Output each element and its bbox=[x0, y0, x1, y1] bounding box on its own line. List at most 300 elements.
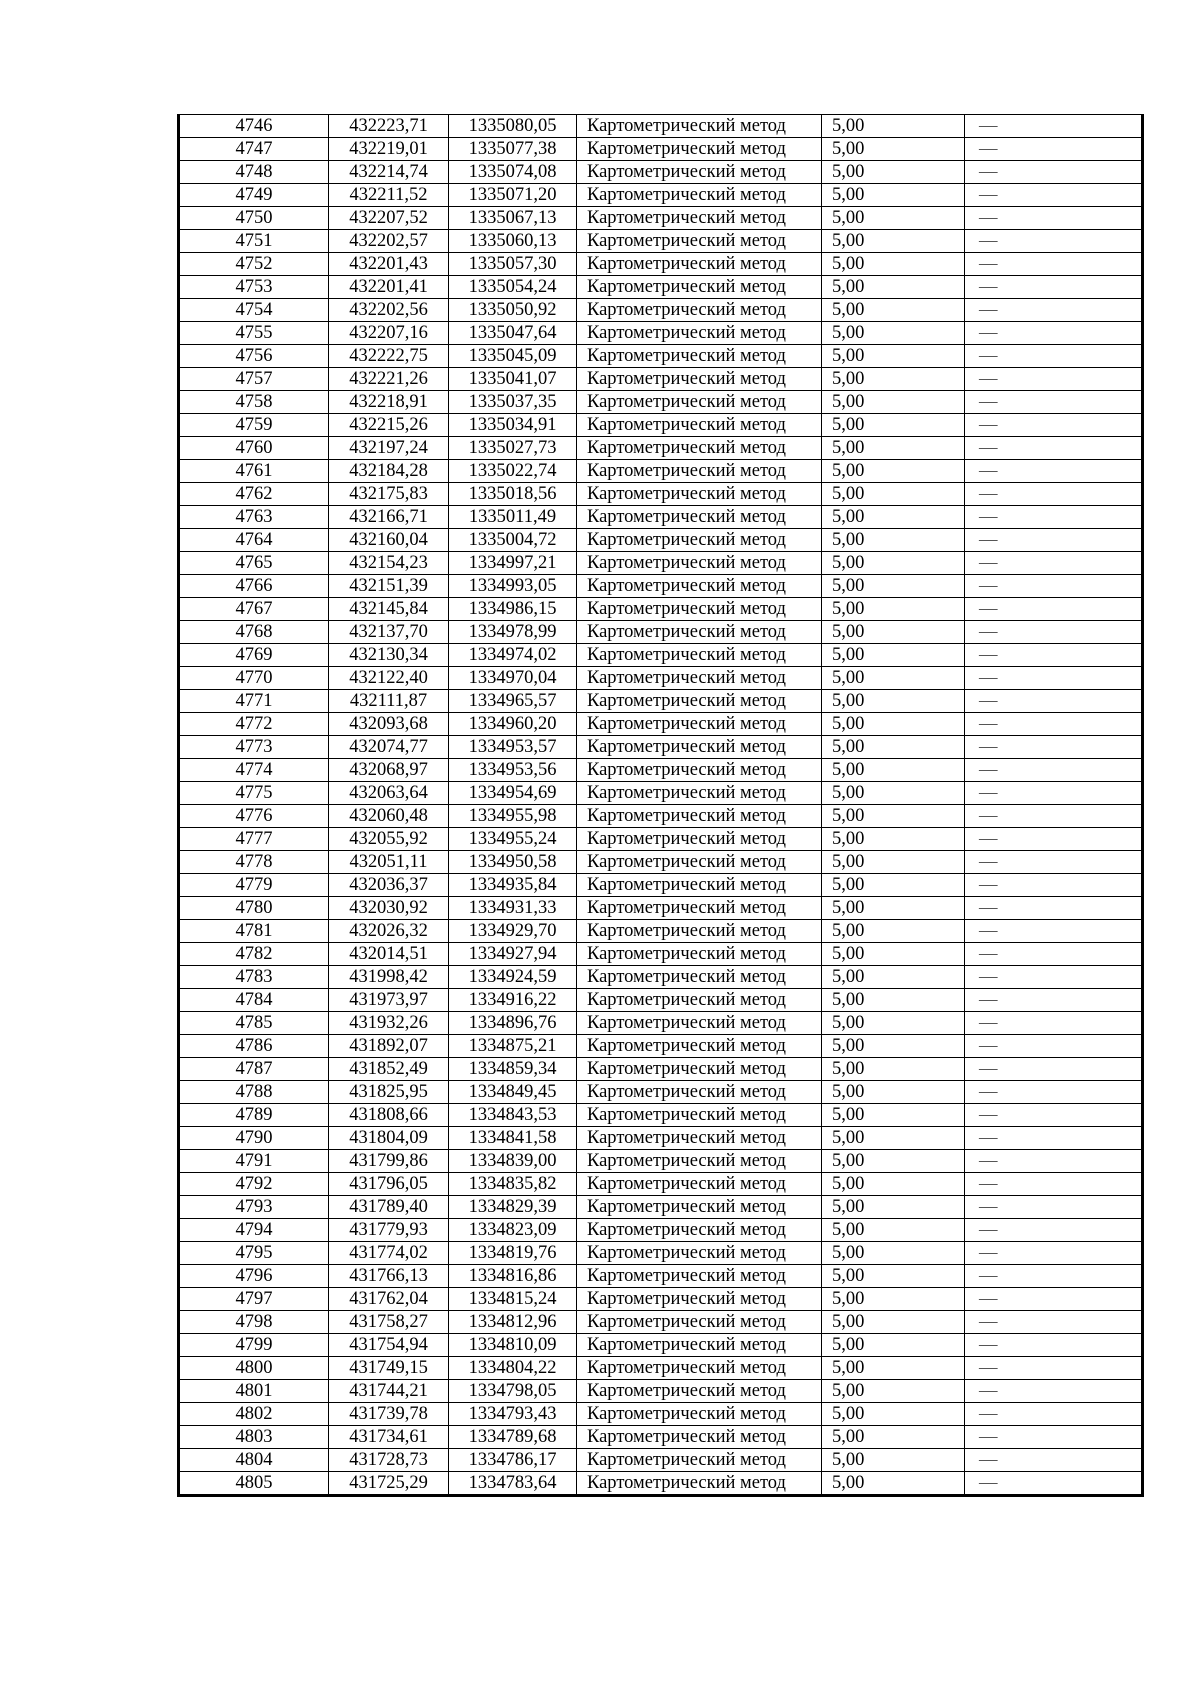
point-number-cell: 4790 bbox=[179, 1127, 329, 1150]
y-coordinate-cell: 1334829,39 bbox=[449, 1196, 577, 1219]
x-coordinate-cell: 432026,32 bbox=[329, 920, 449, 943]
description-cell: — bbox=[965, 1334, 1143, 1357]
point-number-cell: 4800 bbox=[179, 1357, 329, 1380]
point-number-cell: 4802 bbox=[179, 1403, 329, 1426]
y-coordinate-cell: 1334935,84 bbox=[449, 874, 577, 897]
y-coordinate-cell: 1335057,30 bbox=[449, 253, 577, 276]
y-coordinate-cell: 1334931,33 bbox=[449, 897, 577, 920]
y-coordinate-cell: 1334924,59 bbox=[449, 966, 577, 989]
error-cell: 5,00 bbox=[822, 897, 965, 920]
table-row bbox=[179, 1150, 1143, 1173]
error-cell: 5,00 bbox=[822, 667, 965, 690]
x-coordinate-cell: 432060,48 bbox=[329, 805, 449, 828]
error-cell: 5,00 bbox=[822, 690, 965, 713]
x-coordinate-cell: 431749,15 bbox=[329, 1357, 449, 1380]
y-coordinate-cell: 1334896,76 bbox=[449, 1012, 577, 1035]
method-cell: Картометрический метод bbox=[577, 322, 822, 345]
table-row bbox=[179, 1012, 1143, 1035]
error-cell: 5,00 bbox=[822, 276, 965, 299]
description-cell: — bbox=[965, 1104, 1143, 1127]
point-number-cell: 4761 bbox=[179, 460, 329, 483]
description-cell: — bbox=[965, 713, 1143, 736]
x-coordinate-cell: 432137,70 bbox=[329, 621, 449, 644]
description-cell: — bbox=[965, 506, 1143, 529]
table-row bbox=[179, 736, 1143, 759]
error-cell: 5,00 bbox=[822, 506, 965, 529]
point-number-cell: 4768 bbox=[179, 621, 329, 644]
y-coordinate-cell: 1335018,56 bbox=[449, 483, 577, 506]
y-coordinate-cell: 1334954,69 bbox=[449, 782, 577, 805]
x-coordinate-cell: 432130,34 bbox=[329, 644, 449, 667]
table-row bbox=[179, 1426, 1143, 1449]
method-cell: Картометрический метод bbox=[577, 713, 822, 736]
table-row bbox=[179, 207, 1143, 230]
table-row bbox=[179, 1104, 1143, 1127]
method-cell: Картометрический метод bbox=[577, 1127, 822, 1150]
table-row bbox=[179, 598, 1143, 621]
table-row bbox=[179, 1219, 1143, 1242]
point-number-cell: 4762 bbox=[179, 483, 329, 506]
description-cell: — bbox=[965, 184, 1143, 207]
method-cell: Картометрический метод bbox=[577, 1449, 822, 1472]
x-coordinate-cell: 432166,71 bbox=[329, 506, 449, 529]
method-cell: Картометрический метод bbox=[577, 828, 822, 851]
error-cell: 5,00 bbox=[822, 322, 965, 345]
method-cell: Картометрический метод bbox=[577, 759, 822, 782]
x-coordinate-cell: 432207,16 bbox=[329, 322, 449, 345]
method-cell: Картометрический метод bbox=[577, 138, 822, 161]
description-cell: — bbox=[965, 1403, 1143, 1426]
x-coordinate-cell: 431825,95 bbox=[329, 1081, 449, 1104]
point-number-cell: 4788 bbox=[179, 1081, 329, 1104]
point-number-cell: 4764 bbox=[179, 529, 329, 552]
method-cell: Картометрический метод bbox=[577, 299, 822, 322]
table-row bbox=[179, 874, 1143, 897]
description-cell: — bbox=[965, 1173, 1143, 1196]
error-cell: 5,00 bbox=[822, 1334, 965, 1357]
method-cell: Картометрический метод bbox=[577, 184, 822, 207]
method-cell: Картометрический метод bbox=[577, 552, 822, 575]
x-coordinate-cell: 432074,77 bbox=[329, 736, 449, 759]
x-coordinate-cell: 431799,86 bbox=[329, 1150, 449, 1173]
error-cell: 5,00 bbox=[822, 115, 965, 138]
x-coordinate-cell: 431998,42 bbox=[329, 966, 449, 989]
y-coordinate-cell: 1334816,86 bbox=[449, 1265, 577, 1288]
error-cell: 5,00 bbox=[822, 1357, 965, 1380]
description-cell: — bbox=[965, 483, 1143, 506]
point-number-cell: 4781 bbox=[179, 920, 329, 943]
x-coordinate-cell: 431796,05 bbox=[329, 1173, 449, 1196]
y-coordinate-cell: 1334839,00 bbox=[449, 1150, 577, 1173]
description-cell: — bbox=[965, 1196, 1143, 1219]
x-coordinate-cell: 432222,75 bbox=[329, 345, 449, 368]
y-coordinate-cell: 1335027,73 bbox=[449, 437, 577, 460]
description-cell: — bbox=[965, 874, 1143, 897]
error-cell: 5,00 bbox=[822, 1426, 965, 1449]
x-coordinate-cell: 432063,64 bbox=[329, 782, 449, 805]
point-number-cell: 4749 bbox=[179, 184, 329, 207]
error-cell: 5,00 bbox=[822, 1127, 965, 1150]
table-row bbox=[179, 897, 1143, 920]
error-cell: 5,00 bbox=[822, 1242, 965, 1265]
method-cell: Картометрический метод bbox=[577, 1035, 822, 1058]
y-coordinate-cell: 1334953,57 bbox=[449, 736, 577, 759]
method-cell: Картометрический метод bbox=[577, 1173, 822, 1196]
description-cell: — bbox=[965, 138, 1143, 161]
point-number-cell: 4751 bbox=[179, 230, 329, 253]
description-cell: — bbox=[965, 1127, 1143, 1150]
table-row bbox=[179, 920, 1143, 943]
x-coordinate-cell: 431728,73 bbox=[329, 1449, 449, 1472]
table-row bbox=[179, 1265, 1143, 1288]
table-row bbox=[179, 552, 1143, 575]
description-cell: — bbox=[965, 1081, 1143, 1104]
method-cell: Картометрический метод bbox=[577, 943, 822, 966]
y-coordinate-cell: 1335071,20 bbox=[449, 184, 577, 207]
y-coordinate-cell: 1335060,13 bbox=[449, 230, 577, 253]
error-cell: 5,00 bbox=[822, 1449, 965, 1472]
error-cell: 5,00 bbox=[822, 575, 965, 598]
x-coordinate-cell: 432160,04 bbox=[329, 529, 449, 552]
method-cell: Картометрический метод bbox=[577, 1196, 822, 1219]
x-coordinate-cell: 432184,28 bbox=[329, 460, 449, 483]
point-number-cell: 4765 bbox=[179, 552, 329, 575]
y-coordinate-cell: 1334929,70 bbox=[449, 920, 577, 943]
x-coordinate-cell: 431779,93 bbox=[329, 1219, 449, 1242]
description-cell: — bbox=[965, 989, 1143, 1012]
error-cell: 5,00 bbox=[822, 736, 965, 759]
x-coordinate-cell: 432202,57 bbox=[329, 230, 449, 253]
table-row bbox=[179, 966, 1143, 989]
point-number-cell: 4755 bbox=[179, 322, 329, 345]
method-cell: Картометрический метод bbox=[577, 368, 822, 391]
y-coordinate-cell: 1335067,13 bbox=[449, 207, 577, 230]
y-coordinate-cell: 1334986,15 bbox=[449, 598, 577, 621]
x-coordinate-cell: 432122,40 bbox=[329, 667, 449, 690]
error-cell: 5,00 bbox=[822, 598, 965, 621]
y-coordinate-cell: 1334804,22 bbox=[449, 1357, 577, 1380]
y-coordinate-cell: 1334823,09 bbox=[449, 1219, 577, 1242]
error-cell: 5,00 bbox=[822, 483, 965, 506]
table-row bbox=[179, 1242, 1143, 1265]
description-cell: — bbox=[965, 805, 1143, 828]
description-cell: — bbox=[965, 759, 1143, 782]
error-cell: 5,00 bbox=[822, 966, 965, 989]
table-row bbox=[179, 782, 1143, 805]
table-row bbox=[179, 828, 1143, 851]
table-row bbox=[179, 1196, 1143, 1219]
table-row bbox=[179, 1449, 1143, 1472]
x-coordinate-cell: 432093,68 bbox=[329, 713, 449, 736]
method-cell: Картометрический метод bbox=[577, 1334, 822, 1357]
x-coordinate-cell: 431789,40 bbox=[329, 1196, 449, 1219]
description-cell: — bbox=[965, 552, 1143, 575]
x-coordinate-cell: 431892,07 bbox=[329, 1035, 449, 1058]
method-cell: Картометрический метод bbox=[577, 667, 822, 690]
table-row bbox=[179, 138, 1143, 161]
point-number-cell: 4785 bbox=[179, 1012, 329, 1035]
table-row bbox=[179, 851, 1143, 874]
error-cell: 5,00 bbox=[822, 805, 965, 828]
error-cell: 5,00 bbox=[822, 368, 965, 391]
point-number-cell: 4746 bbox=[179, 115, 329, 138]
error-cell: 5,00 bbox=[822, 299, 965, 322]
description-cell: — bbox=[965, 368, 1143, 391]
method-cell: Картометрический метод bbox=[577, 506, 822, 529]
point-number-cell: 4763 bbox=[179, 506, 329, 529]
x-coordinate-cell: 431973,97 bbox=[329, 989, 449, 1012]
description-cell: — bbox=[965, 598, 1143, 621]
table-row bbox=[179, 667, 1143, 690]
table-row bbox=[179, 1472, 1143, 1496]
y-coordinate-cell: 1334993,05 bbox=[449, 575, 577, 598]
description-cell: — bbox=[965, 943, 1143, 966]
description-cell: — bbox=[965, 207, 1143, 230]
table-row bbox=[179, 230, 1143, 253]
point-number-cell: 4775 bbox=[179, 782, 329, 805]
y-coordinate-cell: 1334997,21 bbox=[449, 552, 577, 575]
x-coordinate-cell: 431932,26 bbox=[329, 1012, 449, 1035]
description-cell: — bbox=[965, 690, 1143, 713]
point-number-cell: 4801 bbox=[179, 1380, 329, 1403]
y-coordinate-cell: 1334927,94 bbox=[449, 943, 577, 966]
description-cell: — bbox=[965, 437, 1143, 460]
table-row bbox=[179, 805, 1143, 828]
error-cell: 5,00 bbox=[822, 161, 965, 184]
y-coordinate-cell: 1334970,04 bbox=[449, 667, 577, 690]
method-cell: Картометрический метод bbox=[577, 230, 822, 253]
y-coordinate-cell: 1335037,35 bbox=[449, 391, 577, 414]
y-coordinate-cell: 1335004,72 bbox=[449, 529, 577, 552]
method-cell: Картометрический метод bbox=[577, 483, 822, 506]
point-number-cell: 4770 bbox=[179, 667, 329, 690]
coordinates-table bbox=[177, 114, 1144, 1497]
x-coordinate-cell: 432221,26 bbox=[329, 368, 449, 391]
table-row bbox=[179, 161, 1143, 184]
point-number-cell: 4754 bbox=[179, 299, 329, 322]
description-cell: — bbox=[965, 1058, 1143, 1081]
y-coordinate-cell: 1334815,24 bbox=[449, 1288, 577, 1311]
method-cell: Картометрический метод bbox=[577, 391, 822, 414]
description-cell: — bbox=[965, 230, 1143, 253]
error-cell: 5,00 bbox=[822, 1150, 965, 1173]
table-row bbox=[179, 1288, 1143, 1311]
error-cell: 5,00 bbox=[822, 1472, 965, 1496]
table-row bbox=[179, 1035, 1143, 1058]
description-cell: — bbox=[965, 1449, 1143, 1472]
table-row bbox=[179, 1357, 1143, 1380]
x-coordinate-cell: 432154,23 bbox=[329, 552, 449, 575]
error-cell: 5,00 bbox=[822, 253, 965, 276]
table-row bbox=[179, 115, 1143, 138]
error-cell: 5,00 bbox=[822, 874, 965, 897]
y-coordinate-cell: 1334859,34 bbox=[449, 1058, 577, 1081]
point-number-cell: 4747 bbox=[179, 138, 329, 161]
x-coordinate-cell: 432215,26 bbox=[329, 414, 449, 437]
error-cell: 5,00 bbox=[822, 138, 965, 161]
point-number-cell: 4799 bbox=[179, 1334, 329, 1357]
table-row bbox=[179, 483, 1143, 506]
table-row bbox=[179, 575, 1143, 598]
error-cell: 5,00 bbox=[822, 713, 965, 736]
point-number-cell: 4786 bbox=[179, 1035, 329, 1058]
method-cell: Картометрический метод bbox=[577, 1242, 822, 1265]
x-coordinate-cell: 431852,49 bbox=[329, 1058, 449, 1081]
x-coordinate-cell: 432051,11 bbox=[329, 851, 449, 874]
error-cell: 5,00 bbox=[822, 943, 965, 966]
table-row bbox=[179, 345, 1143, 368]
table-row bbox=[179, 713, 1143, 736]
error-cell: 5,00 bbox=[822, 1288, 965, 1311]
method-cell: Картометрический метод bbox=[577, 253, 822, 276]
description-cell: — bbox=[965, 1472, 1143, 1496]
point-number-cell: 4797 bbox=[179, 1288, 329, 1311]
point-number-cell: 4753 bbox=[179, 276, 329, 299]
description-cell: — bbox=[965, 1357, 1143, 1380]
error-cell: 5,00 bbox=[822, 1403, 965, 1426]
point-number-cell: 4752 bbox=[179, 253, 329, 276]
table-row bbox=[179, 1403, 1143, 1426]
y-coordinate-cell: 1334849,45 bbox=[449, 1081, 577, 1104]
description-cell: — bbox=[965, 782, 1143, 805]
y-coordinate-cell: 1335047,64 bbox=[449, 322, 577, 345]
point-number-cell: 4777 bbox=[179, 828, 329, 851]
y-coordinate-cell: 1334916,22 bbox=[449, 989, 577, 1012]
table-row bbox=[179, 1058, 1143, 1081]
point-number-cell: 4791 bbox=[179, 1150, 329, 1173]
description-cell: — bbox=[965, 345, 1143, 368]
description-cell: — bbox=[965, 253, 1143, 276]
y-coordinate-cell: 1335034,91 bbox=[449, 414, 577, 437]
x-coordinate-cell: 432219,01 bbox=[329, 138, 449, 161]
method-cell: Картометрический метод bbox=[577, 874, 822, 897]
description-cell: — bbox=[965, 391, 1143, 414]
y-coordinate-cell: 1334955,24 bbox=[449, 828, 577, 851]
coordinates-table-body bbox=[179, 115, 1143, 1496]
x-coordinate-cell: 431725,29 bbox=[329, 1472, 449, 1496]
y-coordinate-cell: 1334841,58 bbox=[449, 1127, 577, 1150]
x-coordinate-cell: 432218,91 bbox=[329, 391, 449, 414]
error-cell: 5,00 bbox=[822, 345, 965, 368]
y-coordinate-cell: 1335077,38 bbox=[449, 138, 577, 161]
point-number-cell: 4796 bbox=[179, 1265, 329, 1288]
method-cell: Картометрический метод bbox=[577, 437, 822, 460]
method-cell: Картометрический метод bbox=[577, 414, 822, 437]
point-number-cell: 4794 bbox=[179, 1219, 329, 1242]
y-coordinate-cell: 1335074,08 bbox=[449, 161, 577, 184]
table-row bbox=[179, 621, 1143, 644]
description-cell: — bbox=[965, 161, 1143, 184]
table-row bbox=[179, 414, 1143, 437]
method-cell: Картометрический метод bbox=[577, 1058, 822, 1081]
description-cell: — bbox=[965, 1219, 1143, 1242]
error-cell: 5,00 bbox=[822, 828, 965, 851]
point-number-cell: 4771 bbox=[179, 690, 329, 713]
point-number-cell: 4778 bbox=[179, 851, 329, 874]
table-row bbox=[179, 690, 1143, 713]
error-cell: 5,00 bbox=[822, 1380, 965, 1403]
x-coordinate-cell: 431739,78 bbox=[329, 1403, 449, 1426]
x-coordinate-cell: 432201,41 bbox=[329, 276, 449, 299]
description-cell: — bbox=[965, 1150, 1143, 1173]
point-number-cell: 4784 bbox=[179, 989, 329, 1012]
point-number-cell: 4780 bbox=[179, 897, 329, 920]
error-cell: 5,00 bbox=[822, 391, 965, 414]
table-row bbox=[179, 437, 1143, 460]
description-cell: — bbox=[965, 414, 1143, 437]
error-cell: 5,00 bbox=[822, 621, 965, 644]
y-coordinate-cell: 1334953,56 bbox=[449, 759, 577, 782]
method-cell: Картометрический метод bbox=[577, 1403, 822, 1426]
method-cell: Картометрический метод bbox=[577, 207, 822, 230]
point-number-cell: 4783 bbox=[179, 966, 329, 989]
error-cell: 5,00 bbox=[822, 529, 965, 552]
x-coordinate-cell: 432197,24 bbox=[329, 437, 449, 460]
method-cell: Картометрический метод bbox=[577, 115, 822, 138]
description-cell: — bbox=[965, 1265, 1143, 1288]
description-cell: — bbox=[965, 667, 1143, 690]
point-number-cell: 4774 bbox=[179, 759, 329, 782]
description-cell: — bbox=[965, 276, 1143, 299]
error-cell: 5,00 bbox=[822, 1035, 965, 1058]
error-cell: 5,00 bbox=[822, 989, 965, 1012]
x-coordinate-cell: 431808,66 bbox=[329, 1104, 449, 1127]
error-cell: 5,00 bbox=[822, 207, 965, 230]
description-cell: — bbox=[965, 1242, 1143, 1265]
y-coordinate-cell: 1334810,09 bbox=[449, 1334, 577, 1357]
method-cell: Картометрический метод bbox=[577, 1104, 822, 1127]
point-number-cell: 4793 bbox=[179, 1196, 329, 1219]
x-coordinate-cell: 432111,87 bbox=[329, 690, 449, 713]
table-row bbox=[179, 184, 1143, 207]
point-number-cell: 4759 bbox=[179, 414, 329, 437]
y-coordinate-cell: 1335045,09 bbox=[449, 345, 577, 368]
table-row bbox=[179, 391, 1143, 414]
table-row bbox=[179, 1081, 1143, 1104]
x-coordinate-cell: 432202,56 bbox=[329, 299, 449, 322]
y-coordinate-cell: 1334965,57 bbox=[449, 690, 577, 713]
x-coordinate-cell: 432175,83 bbox=[329, 483, 449, 506]
point-number-cell: 4766 bbox=[179, 575, 329, 598]
y-coordinate-cell: 1334789,68 bbox=[449, 1426, 577, 1449]
error-cell: 5,00 bbox=[822, 1265, 965, 1288]
x-coordinate-cell: 432211,52 bbox=[329, 184, 449, 207]
point-number-cell: 4803 bbox=[179, 1426, 329, 1449]
method-cell: Картометрический метод bbox=[577, 805, 822, 828]
method-cell: Картометрический метод bbox=[577, 1265, 822, 1288]
y-coordinate-cell: 1335050,92 bbox=[449, 299, 577, 322]
error-cell: 5,00 bbox=[822, 759, 965, 782]
description-cell: — bbox=[965, 644, 1143, 667]
method-cell: Картометрический метод bbox=[577, 598, 822, 621]
y-coordinate-cell: 1334960,20 bbox=[449, 713, 577, 736]
description-cell: — bbox=[965, 966, 1143, 989]
point-number-cell: 4760 bbox=[179, 437, 329, 460]
error-cell: 5,00 bbox=[822, 1012, 965, 1035]
y-coordinate-cell: 1334843,53 bbox=[449, 1104, 577, 1127]
x-coordinate-cell: 432068,97 bbox=[329, 759, 449, 782]
point-number-cell: 4804 bbox=[179, 1449, 329, 1472]
table-row bbox=[179, 1173, 1143, 1196]
point-number-cell: 4789 bbox=[179, 1104, 329, 1127]
description-cell: — bbox=[965, 115, 1143, 138]
error-cell: 5,00 bbox=[822, 437, 965, 460]
point-number-cell: 4748 bbox=[179, 161, 329, 184]
error-cell: 5,00 bbox=[822, 1104, 965, 1127]
x-coordinate-cell: 432214,74 bbox=[329, 161, 449, 184]
description-cell: — bbox=[965, 575, 1143, 598]
table-row bbox=[179, 276, 1143, 299]
